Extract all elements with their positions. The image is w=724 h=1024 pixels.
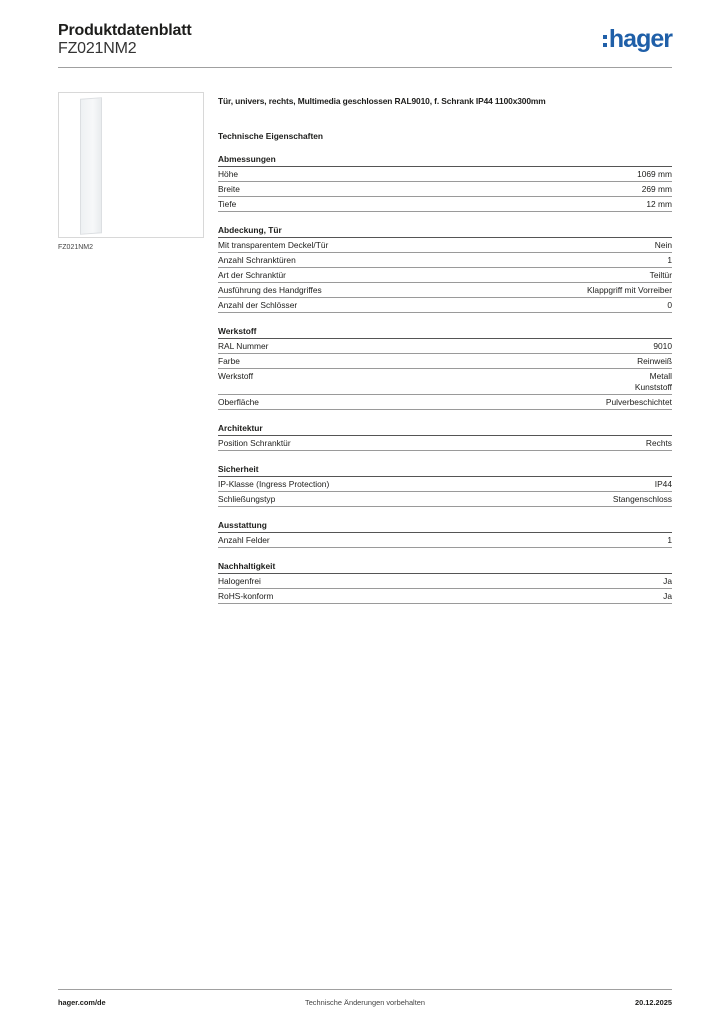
property-label: Werkstoff [218, 371, 254, 381]
property-row [218, 197, 672, 212]
cabinet-door-icon [80, 97, 102, 235]
property-row [218, 283, 672, 298]
property-value-line: Nein [654, 240, 672, 250]
property-label: Tiefe [218, 199, 237, 209]
document-header [58, 22, 192, 58]
property-value [613, 494, 672, 505]
property-value [655, 479, 672, 490]
footer-website[interactable]: hager.com/de [58, 998, 106, 1007]
product-details [218, 96, 672, 604]
property-value-line: Rechts [645, 438, 672, 448]
property-value [655, 240, 672, 251]
property-row [218, 268, 672, 283]
property-value-line: Ja [663, 576, 672, 586]
property-row [218, 477, 672, 492]
property-value [635, 371, 672, 393]
property-label: Anzahl Felder [218, 535, 270, 545]
section-6 [218, 561, 672, 604]
property-label: RoHS-konform [218, 591, 274, 601]
footer-divider [58, 989, 672, 990]
property-row [218, 436, 672, 451]
property-value-line: Teiltür [649, 270, 672, 280]
image-caption: FZ021NM2 [58, 244, 94, 251]
property-label: RAL Nummer [218, 341, 269, 351]
property-value [663, 576, 672, 587]
property-value-line: 1069 mm [637, 169, 672, 179]
section-title: Abmessungen [218, 154, 672, 167]
product-image [58, 92, 204, 238]
property-value-line: 269 mm [641, 184, 672, 194]
property-value [587, 285, 672, 296]
logo-dots-icon [603, 35, 607, 47]
section-5 [218, 520, 672, 548]
product-number: FZ021NM2 [58, 40, 137, 57]
property-label: Schließungstyp [218, 494, 276, 504]
property-value-line: 12 mm [646, 199, 672, 209]
property-sections [218, 154, 672, 604]
section-4 [218, 464, 672, 507]
property-label: Farbe [218, 356, 240, 366]
property-label: Art der Schranktür [218, 270, 286, 280]
property-value-line: Metall [649, 371, 672, 381]
property-value [663, 591, 672, 602]
hager-logo [603, 26, 672, 52]
property-row [218, 182, 672, 197]
property-value-line: 1 [667, 535, 672, 545]
property-row [218, 298, 672, 313]
property-label: Ausführung des Handgriffes [218, 285, 322, 295]
property-value-line: Klappgriff mit Vorreiber [586, 285, 672, 295]
property-label: Oberfläche [218, 397, 259, 407]
property-value [667, 255, 672, 266]
property-row [218, 369, 672, 395]
section-1 [218, 225, 672, 313]
property-value [646, 438, 672, 449]
property-value [637, 356, 672, 367]
property-label: Position Schranktür [218, 438, 291, 448]
property-row [218, 339, 672, 354]
property-label: Breite [218, 184, 240, 194]
section-title: Architektur [218, 423, 672, 436]
property-value [667, 535, 672, 546]
footer-notice: Technische Änderungen vorbehalten [305, 998, 425, 1007]
section-3 [218, 423, 672, 451]
section-0 [218, 154, 672, 212]
footer-date: 20.12.2025 [635, 998, 672, 1007]
property-value [667, 300, 672, 311]
section-title: Werkstoff [218, 326, 672, 339]
section-title: Abdeckung, Tür [218, 225, 672, 238]
property-label: Anzahl Schranktüren [218, 255, 296, 265]
property-value [650, 270, 672, 281]
property-row [218, 253, 672, 268]
property-value [637, 169, 672, 180]
property-value-line: 9010 [653, 341, 672, 351]
property-row [218, 167, 672, 182]
property-value [653, 341, 672, 352]
property-row [218, 395, 672, 410]
product-description: Tür, univers, rechts, Multimedia geschlossen RAL9010, f. Schrank IP44 1100x300mm [218, 96, 546, 106]
property-value [606, 397, 672, 408]
property-label: Höhe [218, 169, 239, 179]
section-title: Ausstattung [218, 520, 672, 533]
section-title: Nachhaltigkeit [218, 561, 672, 574]
tech-properties-heading: Technische Eigenschaften [218, 131, 324, 141]
property-value-line: 0 [667, 300, 672, 310]
property-row [218, 574, 672, 589]
property-value-line: Stangenschloss [612, 494, 672, 504]
property-label: Halogenfrei [218, 576, 261, 586]
property-label: IP-Klasse (Ingress Protection) [218, 479, 330, 489]
property-value [646, 199, 672, 210]
property-value-line: 1 [667, 255, 672, 265]
property-value-line: Reinweiß [637, 356, 672, 366]
property-value-line: Pulverbeschichtet [605, 397, 672, 407]
property-label: Mit transparentem Deckel/Tür [218, 240, 329, 250]
property-label: Anzahl der Schlösser [218, 300, 298, 310]
property-row [218, 589, 672, 604]
property-row [218, 238, 672, 253]
property-row [218, 492, 672, 507]
property-row [218, 533, 672, 548]
section-title: Sicherheit [218, 464, 672, 477]
property-row [218, 354, 672, 369]
property-value-line: IP44 [654, 479, 672, 489]
property-value [642, 184, 672, 195]
property-value-line: Ja [663, 591, 672, 601]
header-divider [58, 67, 672, 68]
document-title: Produktdatenblatt [58, 22, 192, 39]
property-value-line: Kunststoff [634, 382, 672, 392]
logo-text: hager [608, 25, 672, 53]
section-2 [218, 326, 672, 410]
